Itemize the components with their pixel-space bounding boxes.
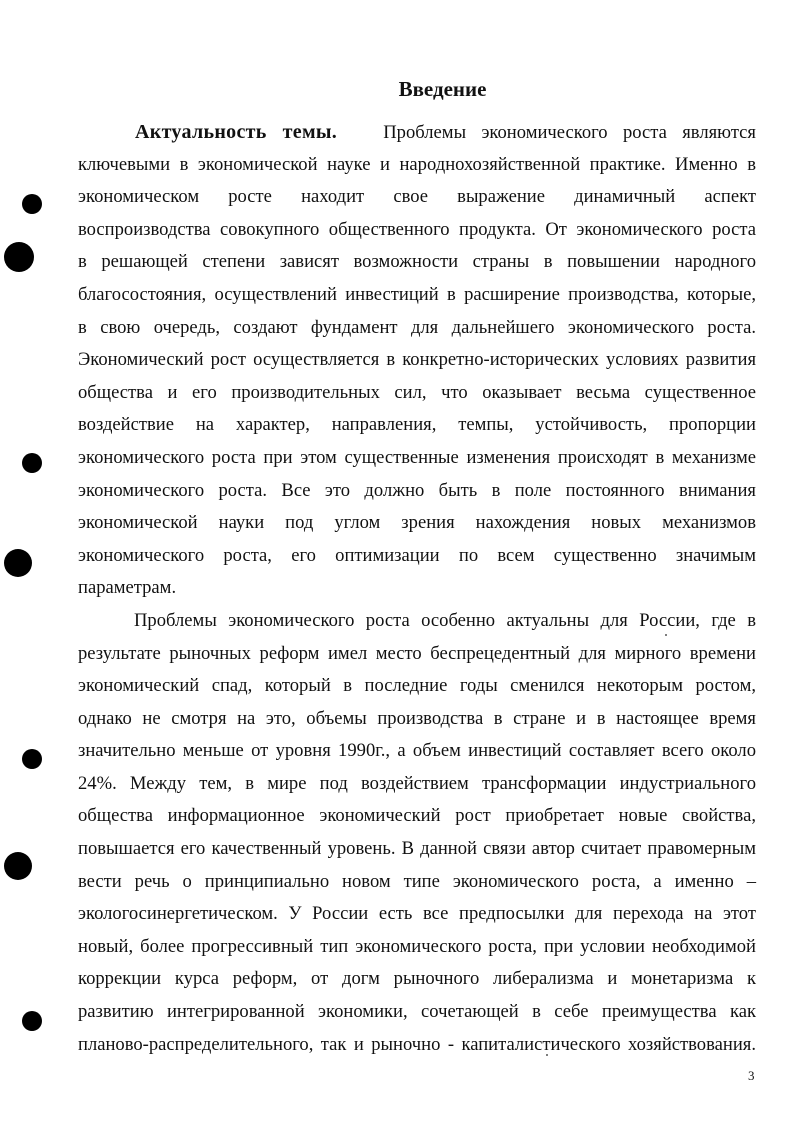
text-line: вести речь о принципиально новом типе экономического роста, а именно – — [78, 870, 756, 892]
text-line: значительно меньше от уровня 1990г., а объем инвестиций составляет всего около — [78, 740, 756, 762]
text-line: ключевыми в экономической науке и народнохозяйственной практике. Именно в — [78, 153, 756, 175]
text-line: экономического роста при этом существенные изменения происходят в механизме — [78, 446, 756, 468]
text-line: в решающей степени зависят возможности страны в повышении народного — [78, 251, 756, 273]
text-line: параметрам. — [78, 577, 177, 599]
text-line: развитию интегрированной экономики, сочетающей в себе преимущества как — [78, 1001, 756, 1023]
text-line: экономического роста. Все это должно быть в поле постоянного внимания — [78, 479, 756, 501]
text-line: новый, более прогрессивный тип экономического роста, при условии необходимой — [78, 935, 756, 957]
page-title: Введение — [398, 77, 487, 101]
text-line: в свою очередь, создают фундамент для дальнейшего экономического роста. — [78, 316, 756, 338]
text-line-content: Проблемы экономического роста являются — [383, 122, 756, 143]
text-line: повышается его качественный уровень. В данной связи автор считает правомерным — [78, 838, 756, 860]
binder-hole — [22, 194, 42, 214]
text-line — [78, 116, 756, 149]
binder-hole — [4, 852, 32, 880]
binder-hole — [22, 453, 42, 473]
text-line: общества информационное экономический рост приобретает новые свойства, — [78, 805, 756, 827]
text-line: планово-распределительного, так и рыночно - капиталистического хозяйствования. — [78, 1033, 756, 1055]
binder-hole — [22, 1011, 42, 1031]
text-line: Экономический рост осуществляется в конкретно-исторических условиях развития — [78, 349, 756, 371]
text-line: воспроизводства совокупного общественного продукта. От экономического роста — [78, 218, 756, 240]
text-line: экономический спад, который в последние годы сменился некоторым ростом, — [78, 675, 756, 697]
section-heading: Актуальность темы. — [135, 121, 338, 143]
binder-hole — [22, 749, 42, 769]
text-line: коррекции курса реформ, от догм рыночного либерализма и монетаризма к — [78, 968, 756, 990]
text-line: благосостояния, осуществлений инвестиций в расширение производства, которые, — [78, 283, 756, 305]
text-line: воздействие на характер, направления, темпы, устойчивость, пропорции — [78, 414, 756, 436]
text-line: экономическом росте находит свое выражение динамичный аспект — [78, 186, 756, 208]
text-line: 24%. Между тем, в мире под воздействием трансформации индустриального — [78, 772, 756, 794]
text-line: экологосинергетическом. У России есть все предпосылки для перехода на этот — [78, 903, 756, 925]
page-number: 3 — [748, 1068, 755, 1083]
text-line: результате рыночных реформ имел место беспрецедентный для мирного времени — [78, 642, 756, 664]
binder-hole — [4, 549, 32, 577]
text-line: общества и его производительных сил, что оказывает весьма существенное — [78, 381, 756, 403]
text-line: однако не смотря на это, объемы производства в стране и в настоящее время — [78, 707, 756, 729]
text-line: Проблемы экономического роста особенно актуальны для России, где в — [134, 609, 756, 631]
text-line: экономической науки под углом зрения нахождения новых механизмов — [78, 512, 756, 534]
body-text — [78, 116, 756, 1061]
binder-hole — [4, 242, 34, 272]
text-line: экономического роста, его оптимизации по всем существенно значимым — [78, 544, 756, 566]
